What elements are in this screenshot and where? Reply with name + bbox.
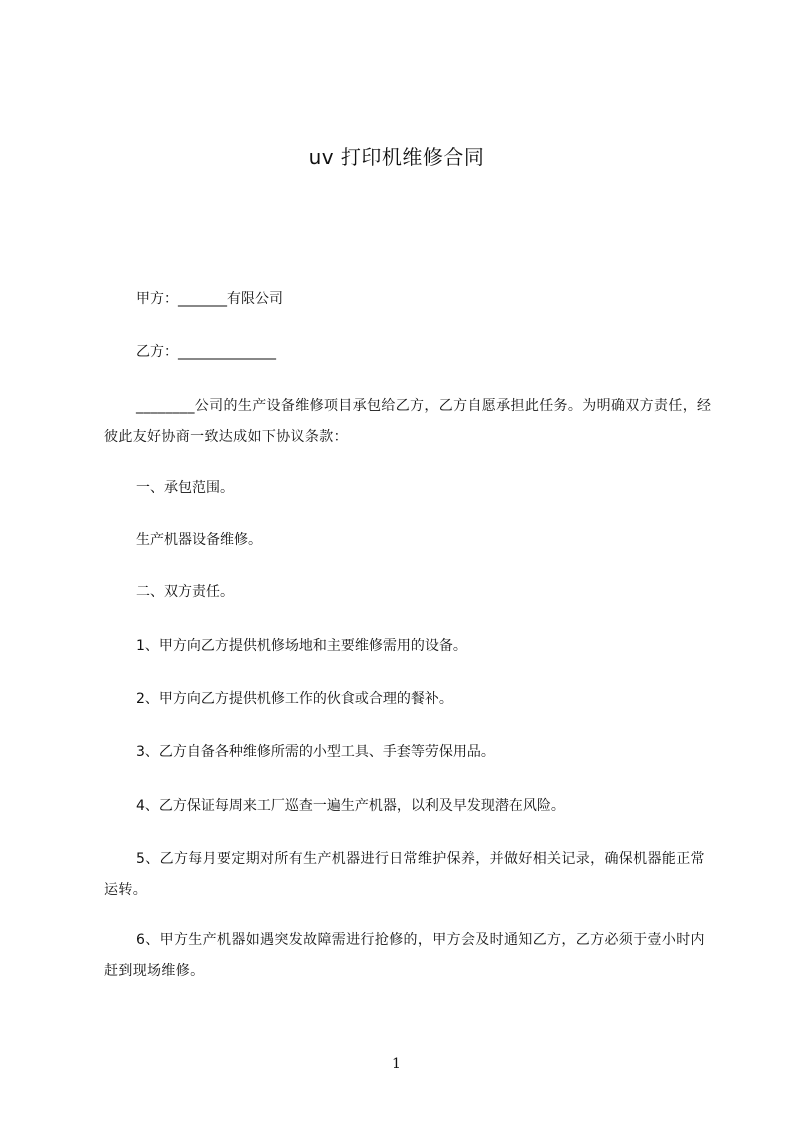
party-b-line: 乙方：______________ — [136, 344, 276, 360]
section-2-heading: 二、双方责任。 — [136, 584, 234, 600]
clause-item-5: 5、乙方每月要定期对所有生产机器进行日常维护保养，并做好相关记录，确保机器能正常运转。 — [104, 851, 705, 898]
clause-item-4: 4、乙方保证每周来工厂巡查一遍生产机器，以利及早发现潜在风险。 — [136, 798, 565, 814]
clause-item-6: 6、甲方生产机器如遇突发故障需进行抢修的，甲方会及时通知乙方，乙方必须于壹小时内赶到现场维修。 — [104, 932, 705, 979]
section-1-body: 生产机器设备维修。 — [136, 532, 262, 548]
clause-item-1: 1、甲方向乙方提供机修场地和主要维修需用的设备。 — [136, 638, 467, 654]
intro-paragraph: ________公司的生产设备维修项目承包给乙方，乙方自愿承担此任务。为明确双方责任，经彼此友好协商一致达成如下协议条款： — [104, 398, 712, 445]
document-title: uv 打印机维修合同 — [308, 145, 485, 169]
clause-item-3: 3、乙方自备各种维修所需的小型工具、手套等劳保用品。 — [136, 744, 495, 760]
page-number: 1 — [392, 1056, 401, 1072]
party-a-line: 甲方：_______有限公司 — [136, 291, 283, 307]
section-1-heading: 一、承包范围。 — [136, 480, 234, 496]
clause-item-2: 2、甲方向乙方提供机修工作的伙食或合理的餐补。 — [136, 691, 453, 707]
